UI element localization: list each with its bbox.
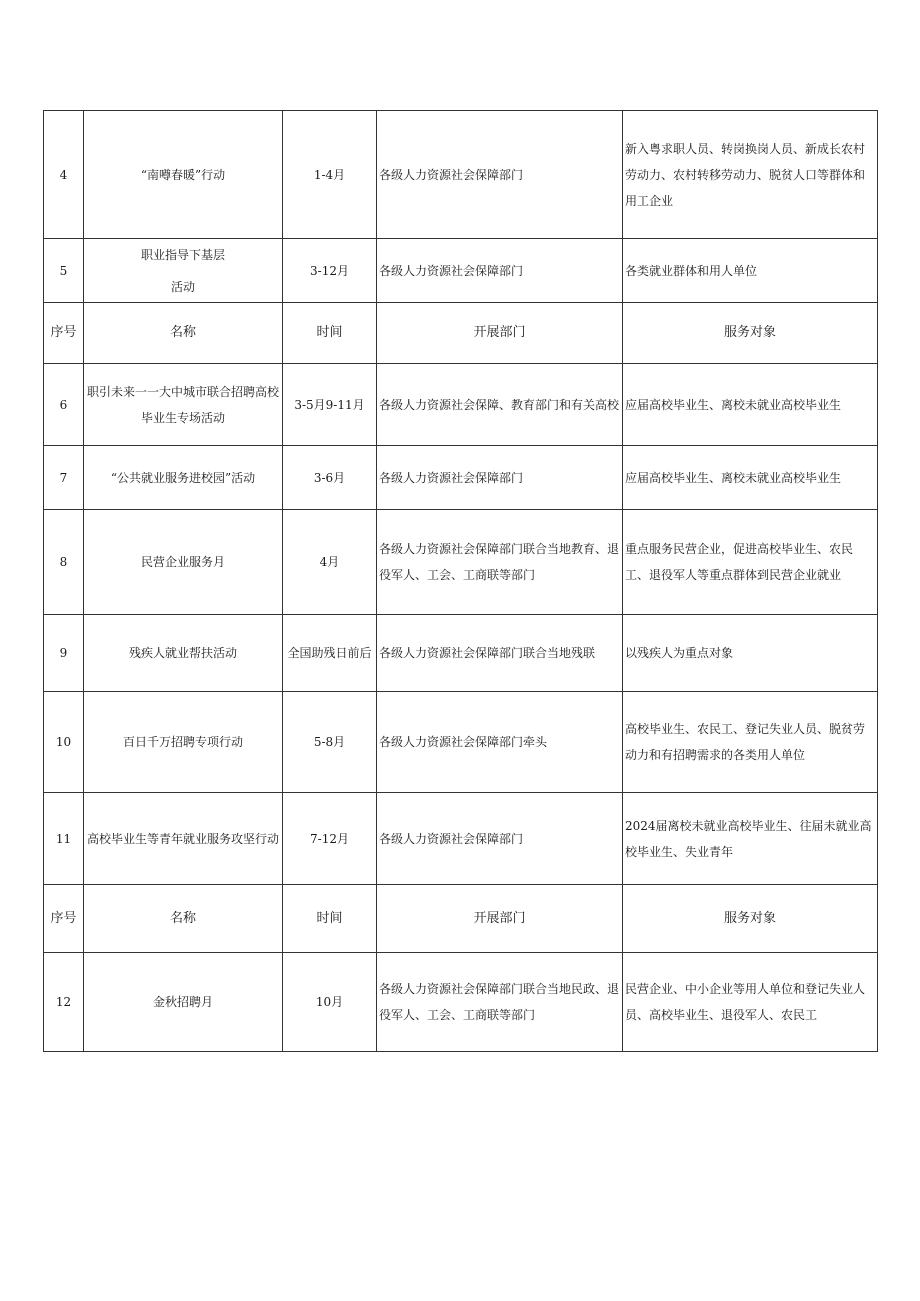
activity-name: 百日千万招聘专项行动 <box>84 692 283 793</box>
row-number: 11 <box>44 793 84 885</box>
service-target: 应届高校毕业生、离校未就业高校毕业生 <box>623 364 878 446</box>
table-row <box>44 111 878 239</box>
organizing-department: 各级人力资源社会保障部门联合当地残联 <box>377 615 623 692</box>
organizing-department: 各级人力资源社会保障部门 <box>377 793 623 885</box>
row-number: 4 <box>44 111 84 239</box>
service-target: 民营企业、中小企业等用人单位和登记失业人员、高校毕业生、退役军人、农民工 <box>623 953 878 1052</box>
row-number: 8 <box>44 510 84 615</box>
activity-name-line: 活动 <box>170 279 195 294</box>
table-header-row <box>44 885 878 953</box>
organizing-department: 各级人力资源社会保障、教育部门和有关高校 <box>377 364 623 446</box>
table-row <box>44 239 878 303</box>
service-target: 高校毕业生、农民工、登记失业人员、脱贫劳动力和有招聘需求的各类用人单位 <box>623 692 878 793</box>
header-target: 服务对象 <box>623 885 878 953</box>
activity-name: 残疾人就业帮扶活动 <box>84 615 283 692</box>
activity-name <box>84 239 283 303</box>
activity-time: 3-6月 <box>283 446 377 510</box>
activity-time: 10月 <box>283 953 377 1052</box>
header-number: 序号 <box>44 303 84 364</box>
organizing-department: 各级人力资源社会保障部门牵头 <box>377 692 623 793</box>
activity-time: 7-12月 <box>283 793 377 885</box>
service-target: 重点服务民营企业，促进高校毕业生、农民工、退役军人等重点群体到民营企业就业 <box>623 510 878 615</box>
activity-name: 职引未来一一大中城市联合招聘高校毕业生专场活动 <box>84 364 283 446</box>
header-name: 名称 <box>84 885 283 953</box>
activity-time: 4月 <box>283 510 377 615</box>
service-target: 应届高校毕业生、离校未就业高校毕业生 <box>623 446 878 510</box>
activity-time: 1-4月 <box>283 111 377 239</box>
service-target: 各类就业群体和用人单位 <box>623 239 878 303</box>
activity-name: 金秋招聘月 <box>84 953 283 1052</box>
header-number: 序号 <box>44 885 84 953</box>
row-number: 5 <box>44 239 84 303</box>
header-time: 时间 <box>283 303 377 364</box>
service-target: 以残疾人为重点对象 <box>623 615 878 692</box>
organizing-department: 各级人力资源社会保障部门 <box>377 239 623 303</box>
activity-time: 3-5月9-11月 <box>283 364 377 446</box>
activity-name-line: 职业指导下基层 <box>140 247 225 262</box>
row-number: 10 <box>44 692 84 793</box>
service-target: 新入粤求职人员、转岗换岗人员、新成长农村劳动力、农村转移劳动力、脱贫人口等群体和用工企业 <box>623 111 878 239</box>
activity-time: 全国助残日前后 <box>283 615 377 692</box>
header-department: 开展部门 <box>377 885 623 953</box>
table-row <box>44 793 878 885</box>
activity-time: 3-12月 <box>283 239 377 303</box>
activity-name: “公共就业服务进校园”活动 <box>84 446 283 510</box>
row-number: 12 <box>44 953 84 1052</box>
activity-name: “南噂春暖”行动 <box>84 111 283 239</box>
service-target: 2024届离校未就业高校毕业生、往届未就业高校毕业生、失业青年 <box>623 793 878 885</box>
header-name: 名称 <box>84 303 283 364</box>
header-time: 时间 <box>283 885 377 953</box>
table-row <box>44 953 878 1052</box>
organizing-department: 各级人力资源社会保障部门联合当地民政、退役军人、工会、工商联等部门 <box>377 953 623 1052</box>
header-target: 服务对象 <box>623 303 878 364</box>
table-header-row <box>44 303 878 364</box>
table-row <box>44 364 878 446</box>
table-row <box>44 615 878 692</box>
table-row <box>44 510 878 615</box>
row-number: 7 <box>44 446 84 510</box>
activity-table <box>43 110 878 1052</box>
header-department: 开展部门 <box>377 303 623 364</box>
organizing-department: 各级人力资源社会保障部门联合当地教育、退役军人、工会、工商联等部门 <box>377 510 623 615</box>
table-row <box>44 446 878 510</box>
activity-name: 高校毕业生等青年就业服务攻坚行动 <box>84 793 283 885</box>
row-number: 6 <box>44 364 84 446</box>
activity-name: 民营企业服务月 <box>84 510 283 615</box>
organizing-department: 各级人力资源社会保障部门 <box>377 111 623 239</box>
activity-time: 5-8月 <box>283 692 377 793</box>
row-number: 9 <box>44 615 84 692</box>
table-row <box>44 692 878 793</box>
organizing-department: 各级人力资源社会保障部门 <box>377 446 623 510</box>
